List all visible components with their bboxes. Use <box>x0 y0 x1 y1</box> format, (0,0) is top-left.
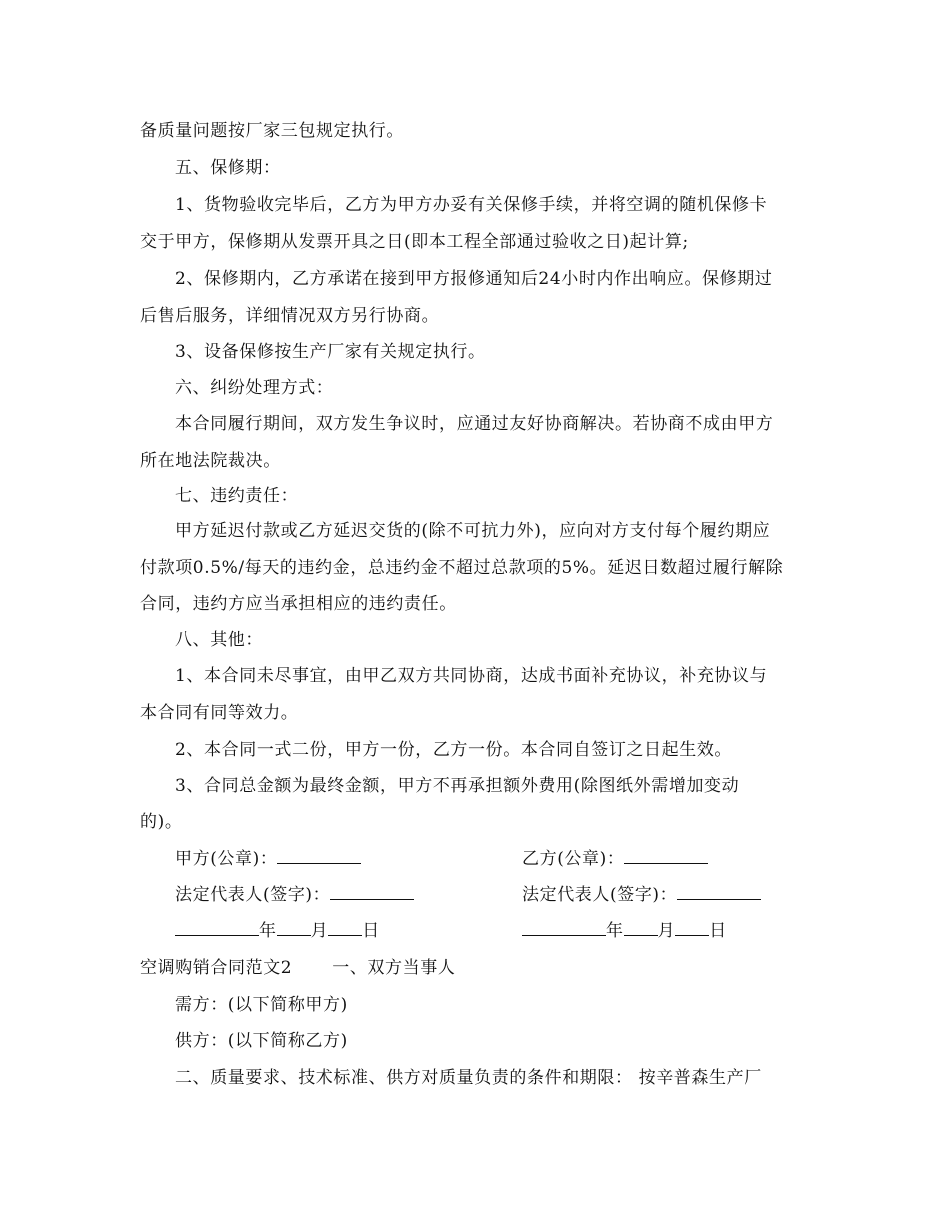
text-line: 甲方延迟付款或乙方延迟交货的(除不可抗力外)，应向对方支付每个履约期应 <box>175 521 771 541</box>
party-b-seal-row <box>522 849 708 869</box>
party-a-seal-field[interactable] <box>277 849 361 864</box>
text-line: 供方：(以下简称乙方) <box>175 1031 348 1051</box>
text-line: 合同，违约方应当承担相应的违约责任。 <box>140 594 457 614</box>
section-heading: 八、其他： <box>175 630 263 650</box>
party-b-date-row <box>522 921 727 941</box>
party-b-month-field[interactable] <box>624 921 658 936</box>
text-line: 的)。 <box>140 812 183 832</box>
text-line: 本合同有同等效力。 <box>140 703 299 723</box>
party-a-date-row <box>175 921 380 941</box>
party-b-year-field[interactable] <box>522 921 606 936</box>
day-label: 日 <box>362 921 380 941</box>
text-line: 1、本合同未尽事宜，由甲乙双方共同协商，达成书面补充协议，补充协议与 <box>175 666 768 686</box>
text-line: 二、质量要求、技术标准、供方对质量负责的条件和期限： 按辛普森生产厂 <box>175 1068 762 1088</box>
text-line: 需方：(以下简称甲方) <box>175 995 348 1015</box>
party-a-seal-row <box>175 849 361 869</box>
section-heading: 一、双方当事人 <box>332 958 456 978</box>
second-contract-title: 空调购销合同范文2 <box>140 958 293 978</box>
month-label: 月 <box>310 921 329 941</box>
second-contract-heading-row <box>140 958 455 978</box>
text-line: 备质量问题按厂家三包规定执行。 <box>140 121 404 141</box>
party-a-legal-rep-label: 法定代表人(签字)： <box>175 885 331 905</box>
year-label: 年 <box>606 921 624 941</box>
party-a-year-field[interactable] <box>175 921 259 936</box>
text-line: 所在地法院裁决。 <box>140 451 281 471</box>
party-a-legal-rep-row <box>175 885 414 905</box>
party-a-seal-label: 甲方(公章)： <box>175 849 278 869</box>
party-b-seal-field[interactable] <box>624 849 708 864</box>
text-line: 3、合同总金额为最终金额，甲方不再承担额外费用(除图纸外需增加变动 <box>175 776 740 796</box>
month-label: 月 <box>657 921 676 941</box>
section-heading: 七、违约责任： <box>175 486 299 506</box>
section-heading: 六、纠纷处理方式： <box>175 378 334 398</box>
party-a-day-field[interactable] <box>328 921 362 936</box>
text-line: 交于甲方，保修期从发票开具之日(即本工程全部通过验收之日)起计算; <box>140 232 689 252</box>
party-b-legal-rep-row <box>522 885 761 905</box>
party-b-legal-rep-field[interactable] <box>677 885 761 900</box>
text-line: 付款项0.5%/每天的违约金，总违约金不超过总款项的5%。延迟日数超过履行解除 <box>140 558 784 578</box>
text-line: 3、设备保修按生产厂家有关规定执行。 <box>175 342 486 362</box>
party-a-legal-rep-field[interactable] <box>330 885 414 900</box>
text-line: 2、本合同一式二份，甲方一份，乙方一份。本合同自签订之日起生效。 <box>175 740 733 760</box>
party-a-month-field[interactable] <box>277 921 311 936</box>
text-line: 后售后服务，详细情况双方另行协商。 <box>140 306 440 326</box>
party-b-legal-rep-label: 法定代表人(签字)： <box>522 885 678 905</box>
section-heading: 五、保修期： <box>175 158 281 178</box>
party-b-seal-label: 乙方(公章)： <box>522 849 625 869</box>
text-line: 本合同履行期间，双方发生争议时，应通过友好协商解决。若协商不成由甲方 <box>175 414 774 434</box>
day-label: 日 <box>709 921 727 941</box>
text-line: 1、货物验收完毕后，乙方为甲方办妥有关保修手续，并将空调的随机保修卡 <box>175 195 768 215</box>
text-line: 2、保修期内，乙方承诺在接到甲方报修通知后24小时内作出响应。保修期过 <box>175 269 773 289</box>
year-label: 年 <box>259 921 277 941</box>
party-b-day-field[interactable] <box>675 921 709 936</box>
